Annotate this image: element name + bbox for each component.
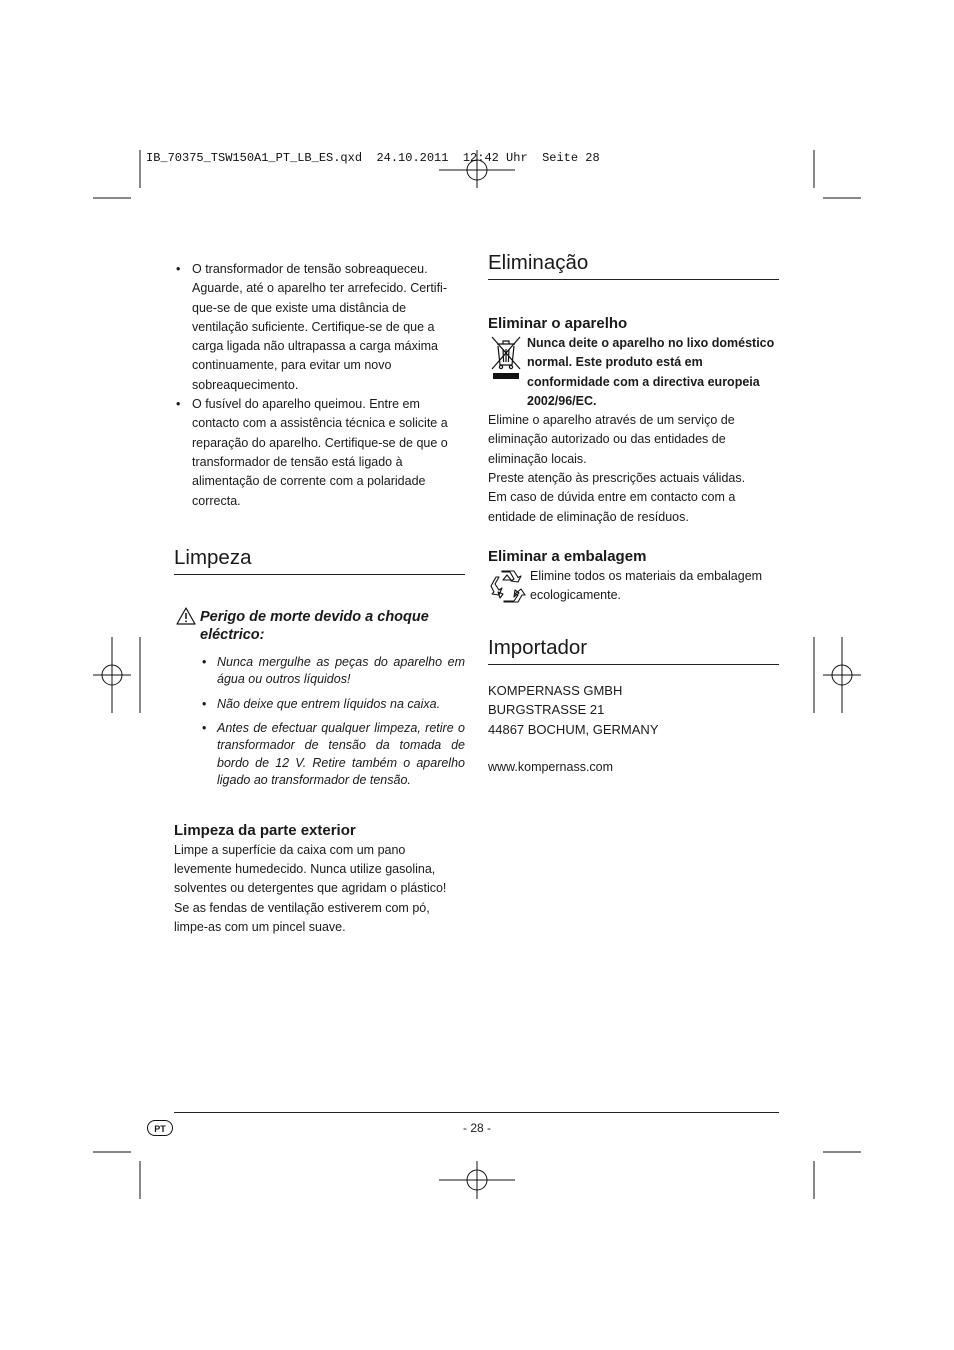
left-column xyxy=(174,260,465,937)
packaging-notice xyxy=(488,567,779,606)
troubleshooting-list xyxy=(174,260,465,511)
website-link[interactable]: www.kompernass.com xyxy=(488,760,614,775)
list-item: • O transformador de tensão sobreaqueceu. Aguarde, até o aparelho ter arrefecido. Certifi-que-se de que existe uma distância de ventilação suficiente. Certifique-se de que a carga ligada não ultrapassa a carga máxima continuamente, para evitar um novo sobreaquecimento. xyxy=(174,260,465,395)
importer-address xyxy=(488,681,779,740)
exterior-paragraph-1: Limpe a superfície da caixa com um pano levemente humedecido. Nunca utilize gasolina, solventes ou detergentes que agridam o plástico! xyxy=(174,842,447,896)
warning-triangle-icon xyxy=(176,607,196,630)
warning-list xyxy=(174,654,465,790)
subsection-title-embalagem: Eliminar a embalagem xyxy=(488,547,647,565)
exterior-paragraph-2: Se as fendas de ventilação estiverem com pó, limpe-as com um pincel suave. xyxy=(174,900,430,934)
section-title-importador: Importador xyxy=(488,635,779,665)
warning-heading xyxy=(174,608,465,644)
warning-title: Perigo de morte devido a choque eléctrico: xyxy=(200,608,429,643)
subsection-title-aparelho: Eliminar o aparelho xyxy=(488,315,628,332)
address-line: KOMPERNASS GMBH xyxy=(488,682,623,698)
footer-rule xyxy=(174,1112,779,1113)
page-number: - 28 - xyxy=(462,1121,491,1135)
list-item: • Não deixe que entrem líquidos na caixa. xyxy=(200,696,465,713)
recycle-icon xyxy=(490,568,526,609)
aparelho-paragraph-1: Elimine o aparelho através de um serviço de eliminação autorizado ou das entidades de eliminação locais. xyxy=(488,413,735,466)
right-column xyxy=(488,250,779,777)
packaging-text: Elimine todos os materiais da embalagem ecologicamente. xyxy=(530,568,763,603)
list-item: • Antes de efectuar qualquer limpeza, retire o transformador de tensão da tomada de bordo de 12 V. Retire também o aparelho ligado ao transformador de tensão. xyxy=(200,720,465,790)
list-item: • Nunca mergulhe as peças do aparelho em água ou outros líquidos! xyxy=(200,654,465,689)
language-badge: PT xyxy=(147,1120,173,1136)
file-slug: IB_70375_TSW150A1_PT_LB_ES.qxd 24.10.2011 12:42 Uhr Seite 28 xyxy=(146,151,600,165)
section-title-limpeza: Limpeza xyxy=(174,545,465,575)
weee-notice xyxy=(488,334,779,411)
aparelho-paragraph-3: Em caso de dúvida entre em contacto com a entidade de eliminação de resíduos. xyxy=(488,490,736,524)
address-line: BURGSTRASSE 21 xyxy=(488,702,605,718)
section-title-eliminacao: Eliminação xyxy=(488,250,779,280)
list-item: • O fusível do aparelho queimou. Entre em contacto com a assistência técnica e solicite a reparação do aparelho. Certifique-se de que o transformador de tensão está ligado à alimentação de corrente com a polaridade correcta. xyxy=(174,395,465,511)
subsection-title-exterior: Limpeza da parte exterior xyxy=(174,821,356,839)
aparelho-paragraph-2: Preste atenção às prescrições actuais válidas. xyxy=(488,471,746,486)
weee-warning-text: Nunca deite o aparelho no lixo doméstico normal. Este produto está em conformidade com a directiva europeia 2002/96/EC. xyxy=(527,336,775,408)
address-line: 44867 BOCHUM, GERMANY xyxy=(488,721,659,737)
crossed-bin-icon xyxy=(490,335,522,388)
